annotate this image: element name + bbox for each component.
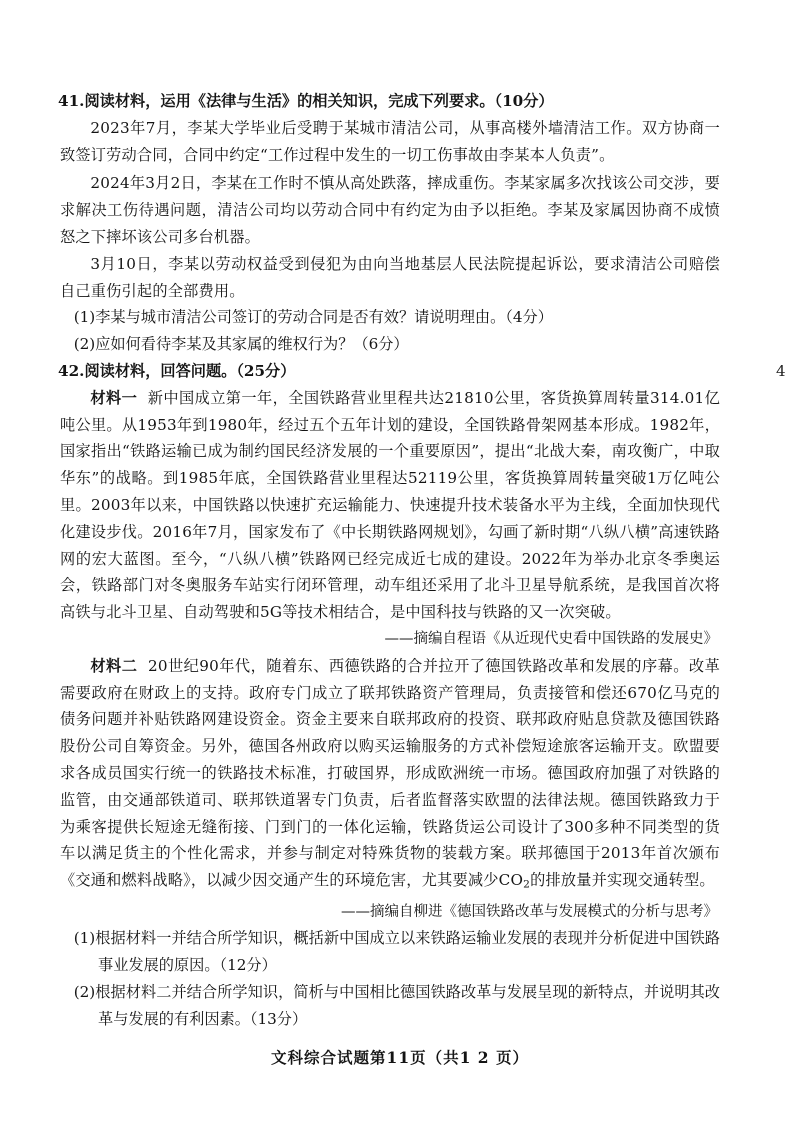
material-2-text: 20世纪90年代，随着东、西德铁路的合并拉开了德国铁路改革和发展的序幕。改革需要政府在财政上的支持。政府专门成立了联邦铁路资产管理局，负责接管和偿还670亿马克的债务问题并补贴铁路网建设资金。资金主要来自联邦政府的投资、联邦政府贴息贷款及德国铁路股份公司自筹资金。另外，德国各州政府以购买运输服务的方式补偿短途旅客运输开支。欧盟要求各成员国实行统一的铁路技术标准，打破国界，形成欧洲统一市场。德国政府加强了对铁路的监管，由交通部铁道司、联邦铁道署专门负责，后者监督落实欧盟的法律法规。德国铁路致力于为乘客提供长短途无缝衔接、门到门的一体化运输，铁路货运公司设计了300多种不同类型的货车以满足货主的个性化需求，并参与制定对特殊货物的装载方案。联邦德国于2013年首次颁布《交通和燃料战略》，以减少因交通产生的环境危害，尤其要减少CO <box>60 656 720 890</box>
material-2-source: ——摘编自柳进《德国铁路改革与发展模式的分析与思考》 <box>341 903 718 920</box>
exam-page <box>60 88 720 1033</box>
question-41-subquestion-1: (1)李某与城市清洁公司签订的劳动合同是否有效？请说明理由。（4分） <box>73 308 553 327</box>
side-page-mark: 4 <box>776 362 786 380</box>
question-42-heading <box>58 358 720 385</box>
question-41-prompt: 阅读材料，运用《法律与生活》的相关知识，完成下列要求。（10分） <box>84 92 554 110</box>
question-41-subquestion-2: (2)应如何看待李某及其家属的维权行为？（6分） <box>73 335 409 354</box>
question-42-subquestion-2: (2)根据材料二并结合所学知识，简析与中国相比德国铁路改革与发展呈现的新特点，并说明其改革与发展的有利因素。（13分） <box>73 982 720 1028</box>
question-42-number: 42. <box>58 361 85 380</box>
question-41-number: 41. <box>58 92 85 110</box>
material-2 <box>60 653 720 899</box>
question-42-subquestion-1: (1)根据材料一并结合所学知识，概括新中国成立以来铁路运输业发展的表现并分析促进中国铁路事业发展的原因。（12分） <box>73 929 720 975</box>
material-1-source: ——摘编自程语《从近现代史看中国铁路的发展史》 <box>384 630 718 647</box>
question-41-paragraph-2: 2024年3月2日，李某在工作时不慎从高处跌落，摔成重伤。李某家属多次找该公司交涉，要求解决工伤待遇问题，清洁公司均以劳动合同中有约定为由予以拒绝。李某及家属因协商不成愤怒之下摔坏该公司多台机器。 <box>60 174 720 246</box>
material-1-text: 新中国成立第一年，全国铁路营业里程共达21810公里，客货换算周转量314.01亿吨公里。从1953年到1980年，经过五个五年计划的建设，全国铁路骨架网基本形成。1982年，国家指出“铁路运输已成为制约国民经济发展的一个重要原因”，提出“北战大秦，南攻衡广，中取华东”的战略。到1985年底，全国铁路营业里程达52119公里，客货换算周转量突破1万亿吨公里。2003年以来，中国铁路以快速扩充运输能力、快速提升技术装备水平为主线，全面加快现代化建设步伐。2016年7月，国家发布了《中长期铁路网规划》，勾画了新时期“八纵八横”高速铁路网的宏大蓝图。至今，“八纵八横”铁路网已经完成近七成的建设。2022年为举办北京冬季奥运会，铁路部门对冬奥服务车站实行闭环管理，动车组还采用了北斗卫星导航系统，是我国首次将高铁与北斗卫星、自动驾驶和5G等技术相结合，是中国科技与铁路的又一次突破。 <box>60 388 720 622</box>
question-41-heading <box>58 88 720 115</box>
page-footer: 文科综合试题第11页（共1 2 页） <box>271 1048 529 1067</box>
material-1-label: 材料一 <box>90 388 138 407</box>
question-41-paragraph-1: 2023年7月，李某大学毕业后受聘于某城市清洁公司，从事高楼外墙清洁工作。双方协商一致签订劳动合同，合同中约定“工作过程中发生的一切工伤事故由李某本人负责”。 <box>60 118 720 164</box>
question-42-prompt: 阅读材料，回答问题。（25分） <box>84 361 296 380</box>
question-41-paragraph-3: 3月10日，李某以劳动权益受到侵犯为由向当地基层人民法院提起诉讼，要求清洁公司赔偿自己重伤引起的全部费用。 <box>60 254 720 300</box>
co2-subscript: 2 <box>523 877 531 891</box>
material-2-label: 材料二 <box>90 656 138 675</box>
material-2-text-end: 的排放量并实现交通转型。 <box>530 871 715 890</box>
material-1 <box>60 385 720 626</box>
